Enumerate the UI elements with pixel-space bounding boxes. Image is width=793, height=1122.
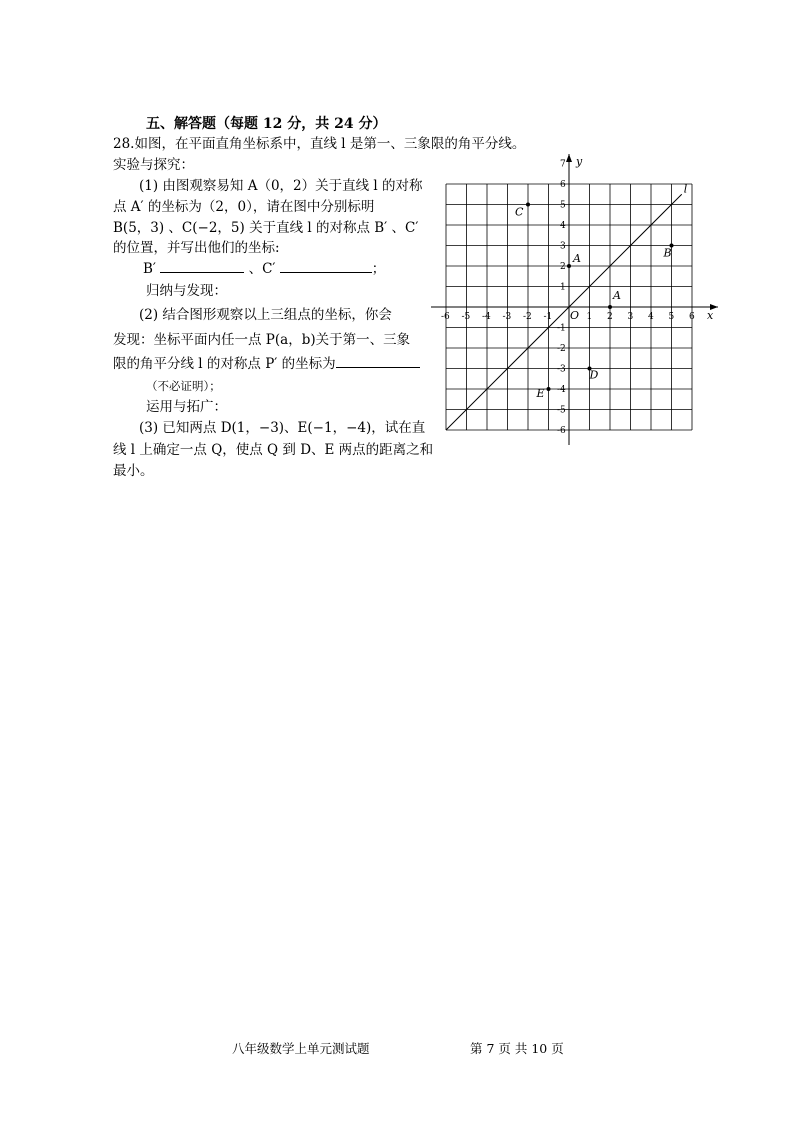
footer-title: 八年级数学上单元测试题: [232, 1041, 370, 1056]
x-tick-label: 6: [689, 312, 695, 322]
part3-line: (3) 已知两点 D(1，−3)、E(−1，−4)，试在直: [139, 420, 426, 436]
y-tick-label: 3: [560, 241, 566, 252]
x-tick-label: 3: [627, 312, 634, 322]
part2-line: 发现：坐标平面内任一点 P(a，b)关于第一、三象: [113, 332, 411, 348]
answer-line-bc: [143, 260, 385, 278]
experiment-heading: 实验与探究：: [113, 157, 194, 173]
section-title: 五、解答题（每题 12 分，共 24 分）: [146, 116, 387, 132]
no-proof-note: （不必证明）；: [146, 379, 221, 393]
part1-line: 点 A′ 的坐标为（2，0），请在图中分别标明: [113, 199, 375, 215]
y-tick-label: 6: [560, 180, 566, 190]
coordinate-grid-figure: [428, 150, 728, 450]
part1-line: B(5，3) 、C(−2，5) 关于直线 l 的对称点 B′ 、C′: [113, 220, 419, 236]
point-a-label: A: [613, 289, 621, 302]
point-e-label: E: [536, 387, 545, 400]
footer-page: 第 7 页 共 10 页: [470, 1041, 564, 1056]
y-tick-label: -1: [557, 323, 566, 334]
x-tick-label: 4: [648, 312, 654, 322]
x-tick-label: 2: [607, 312, 613, 322]
point-c-label: C: [515, 205, 524, 219]
point-a-dot: [608, 305, 612, 309]
x-tick-label: -5: [461, 312, 471, 322]
y-tick-label: 4: [560, 221, 566, 231]
x-tick-label: -2: [523, 312, 532, 322]
part1-line: (1) 由图观察易知 A（0，2）关于直线 l 的对称: [139, 178, 423, 194]
part3-line: 线 l 上确定一点 Q，使点 Q 到 D、E 两点的距离之和: [113, 442, 434, 458]
y-tick-label: -3: [557, 364, 566, 375]
part2-line-with-blank: [113, 355, 420, 373]
x-tick-label: -3: [502, 312, 512, 322]
line-l-label: l: [683, 182, 688, 196]
point-b-label: B: [663, 246, 672, 260]
answer-p-blank[interactable]: [336, 355, 420, 368]
y-tick-label: -4: [557, 385, 566, 395]
x-tick-label: 5: [668, 312, 675, 322]
answer-end: ；: [371, 261, 386, 277]
question-stem: 28.如图，在平面直角坐标系中，直线 l 是第一、三象限的角平分线。: [113, 136, 526, 152]
origin-label: O: [570, 309, 580, 322]
y-axis-arrow: [566, 154, 572, 162]
y-tick-label: 1: [560, 282, 566, 293]
y-axis-label: y: [576, 155, 583, 168]
y-tick-label: 2: [560, 262, 566, 272]
answer-b-blank[interactable]: [160, 260, 244, 273]
point-e-dot: [547, 387, 551, 391]
y-tick-label: -2: [557, 344, 566, 354]
x-tick-label: -6: [441, 312, 450, 322]
point-a-label: A: [573, 252, 581, 265]
answer-c-blank[interactable]: [280, 260, 372, 273]
point-a-dot: [567, 264, 571, 268]
part2-line: 限的角平分线 l 的对称点 P′ 的坐标为: [113, 356, 336, 372]
y-tick-label: 7: [560, 159, 566, 170]
induction-heading: 归纳与发现：: [146, 283, 227, 299]
answer-b-label: B′: [143, 261, 156, 277]
y-tick-label: 5: [560, 200, 566, 211]
application-heading: 运用与拓广：: [146, 399, 227, 415]
y-tick-label: -5: [557, 405, 566, 416]
part2-line: (2) 结合图形观察以上三组点的坐标，你会: [139, 307, 392, 323]
y-tick-label: -6: [557, 426, 566, 436]
point-d-label: D: [589, 368, 599, 382]
part1-line: 的位置，并写出他们的坐标:: [113, 240, 280, 256]
answer-sep: 、C′: [248, 261, 276, 277]
x-tick-label: 1: [586, 312, 593, 322]
x-tick-label: -1: [543, 312, 553, 322]
x-tick-label: -4: [482, 312, 491, 322]
point-c-dot: [526, 203, 530, 207]
x-axis-label: x: [707, 309, 714, 322]
part3-line: 最小。: [113, 463, 154, 479]
